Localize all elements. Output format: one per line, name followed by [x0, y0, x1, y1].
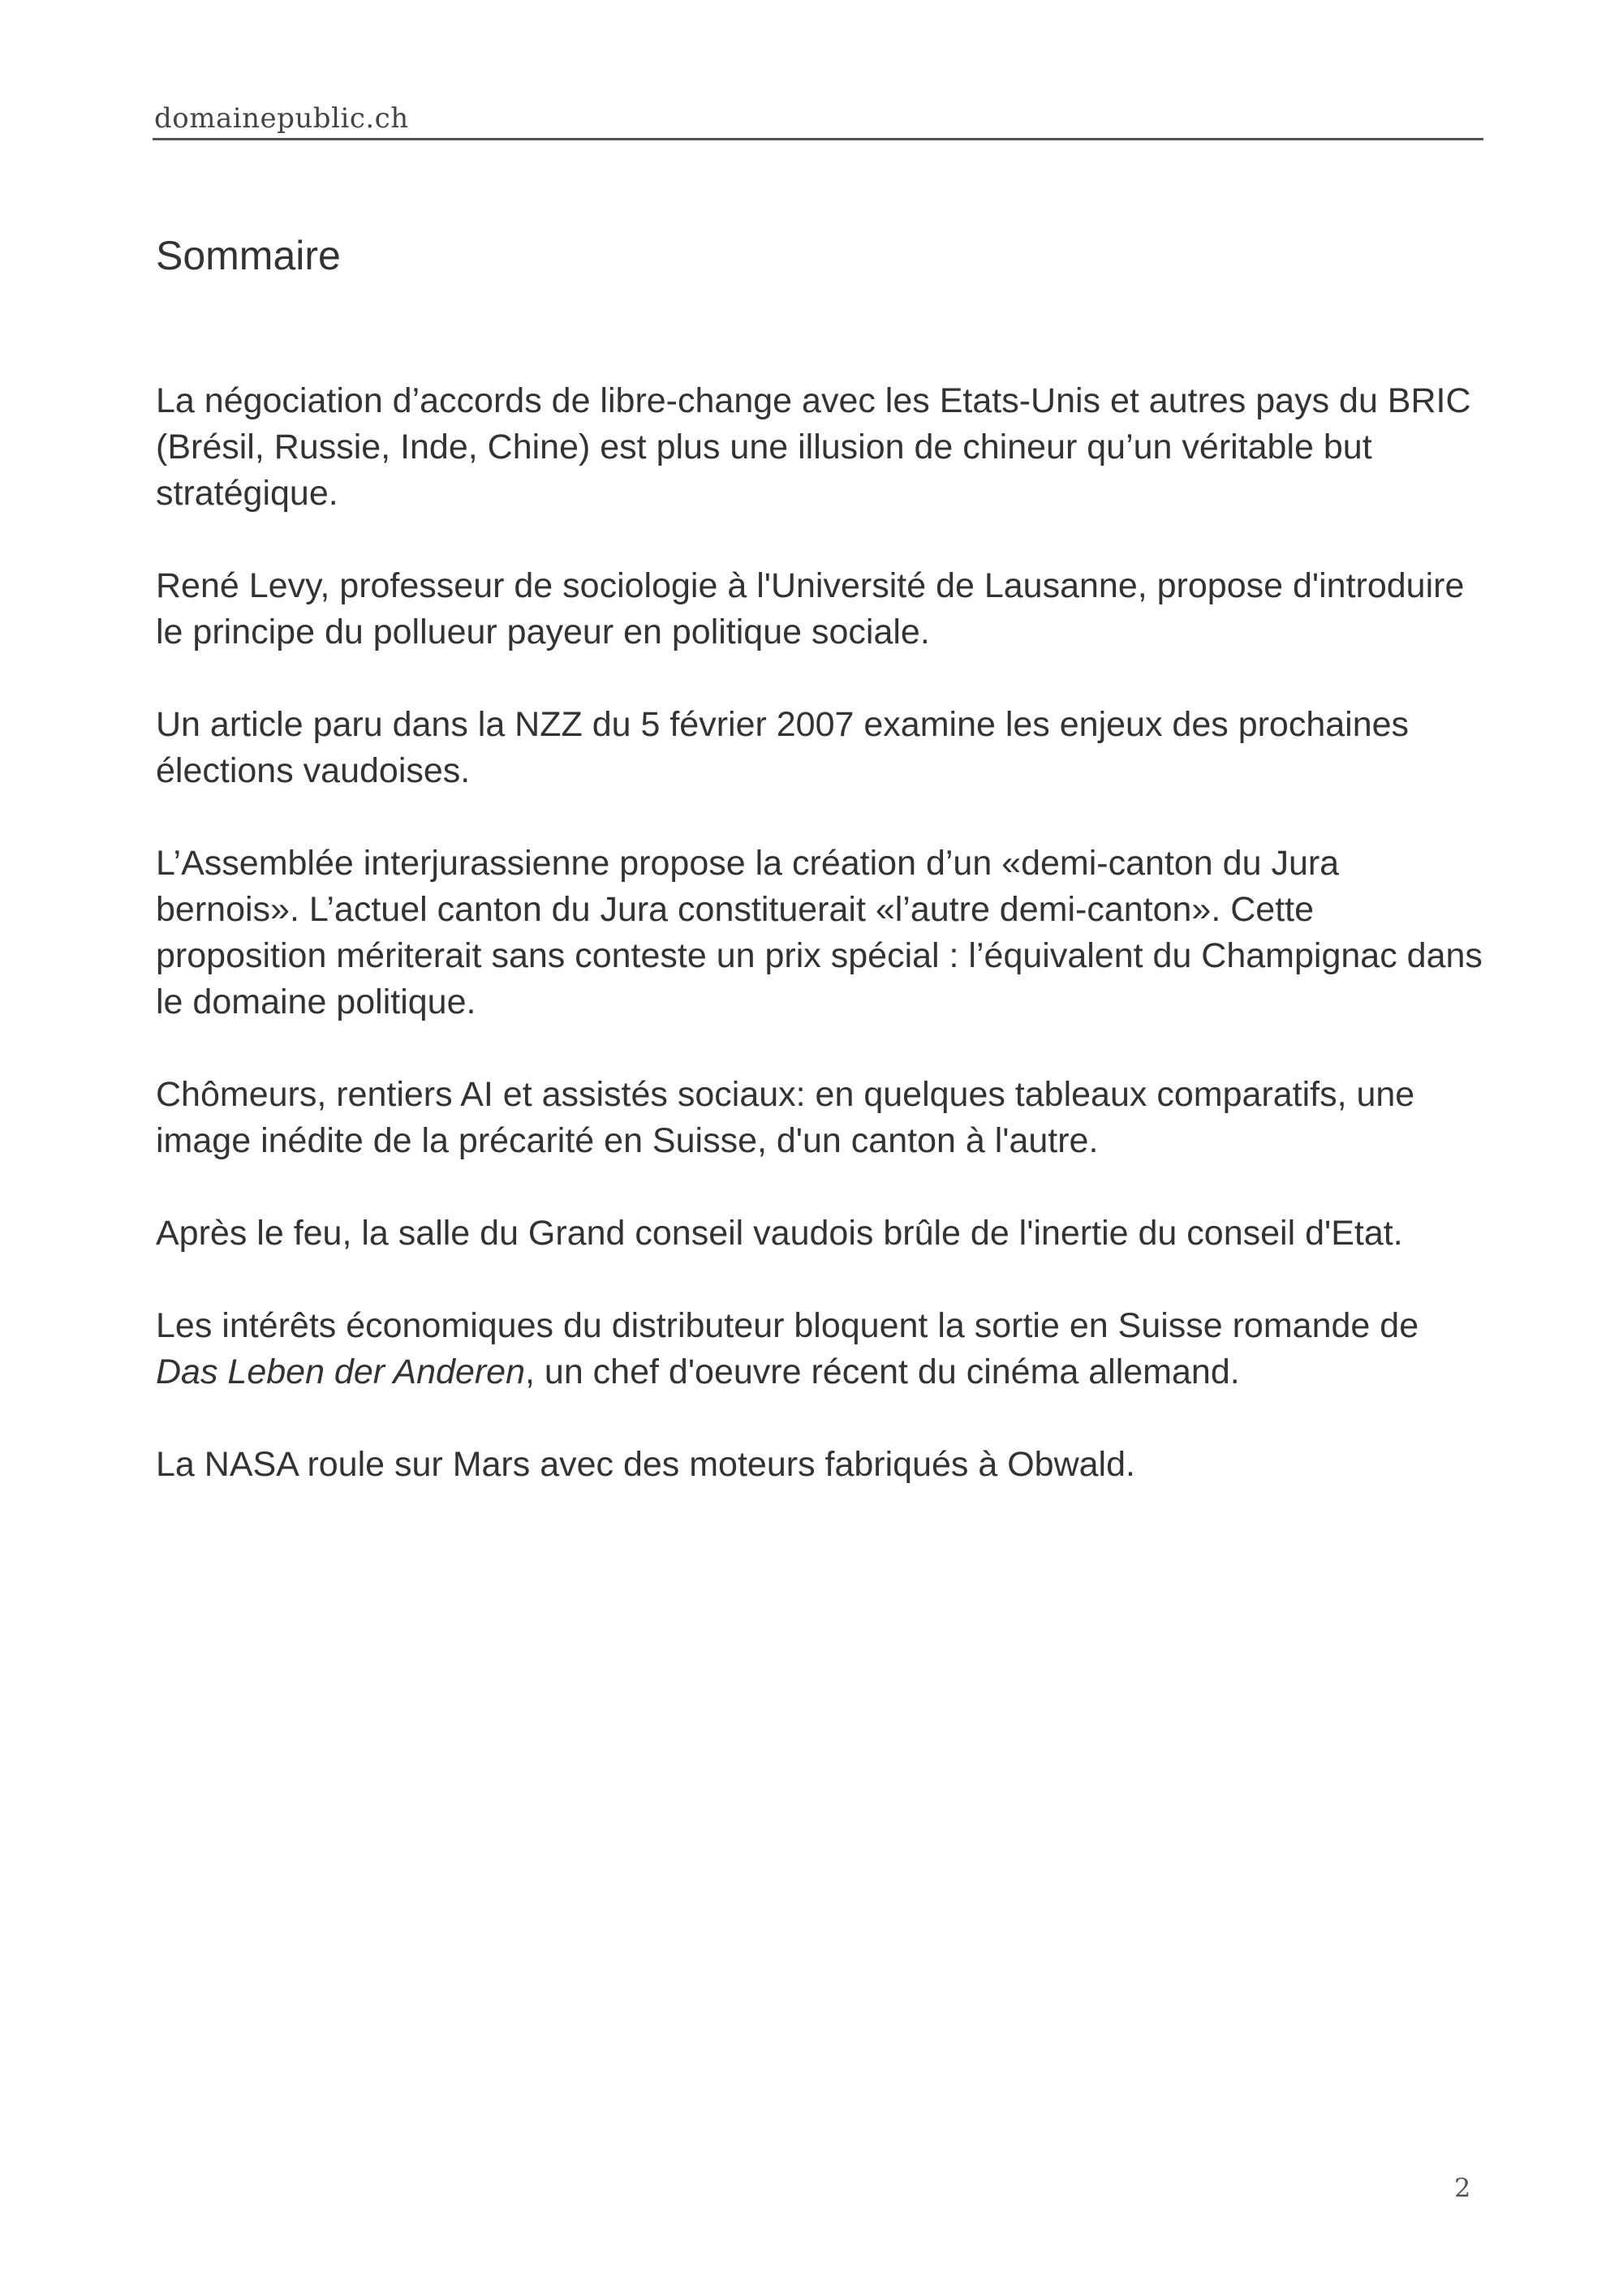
summary-item-polluter-pays: René Levy, professeur de sociologie à l'Université de Lausanne, propose d'introduire le principe du pollueur payeur en politique sociale.	[156, 566, 1465, 651]
page-title: Sommaire	[156, 233, 341, 278]
summary-item-precarity: Chômeurs, rentiers AI et assistés sociaux: en quelques tableaux comparatifs, une image inédite de la précarité en Suisse, d'un canton à l'autre.	[156, 1075, 1415, 1160]
summary-text-before: Les intérêts économiques du distributeur bloquent la sortie en Suisse romande de	[156, 1306, 1419, 1345]
summary-item-vaud-elections: Un article paru dans la NZZ du 5 février 2007 examine les enjeux des prochaines élections vaudoises.	[156, 705, 1410, 790]
film-title: Das Leben der Anderen	[156, 1352, 526, 1391]
summary-item-grand-conseil: Après le feu, la salle du Grand conseil vaudois brûle de l'inertie du conseil d'Etat.	[156, 1214, 1403, 1253]
summary-item-nasa-mars: La NASA roule sur Mars avec des moteurs fabriqués à Obwald.	[156, 1445, 1135, 1484]
site-name: domainepublic.ch	[154, 102, 409, 135]
summary-item-jura-half-canton: L’Assemblée interjurassienne propose la création d’un «demi-canton du Jura bernois». L’actuel canton du Jura constituerait «l’autre demi-canton». Cette proposition mériterait sans conteste un prix spécial : l’équivalent du Champignac dans le domaine politique.	[156, 844, 1483, 1021]
summary-list	[156, 378, 1487, 1488]
summary-text-after: , un chef d'oeuvre récent du cinéma allemand.	[525, 1352, 1240, 1391]
summary-item-film-release	[156, 1303, 1487, 1395]
page-number: 2	[1454, 2173, 1471, 2204]
summary-item-free-trade: La négociation d’accords de libre-change avec les Etats-Unis et autres pays du BRIC (Brésil, Russie, Inde, Chine) est plus une illusion de chineur qu’un véritable but stratégique.	[156, 381, 1471, 513]
page-header	[153, 94, 1483, 140]
